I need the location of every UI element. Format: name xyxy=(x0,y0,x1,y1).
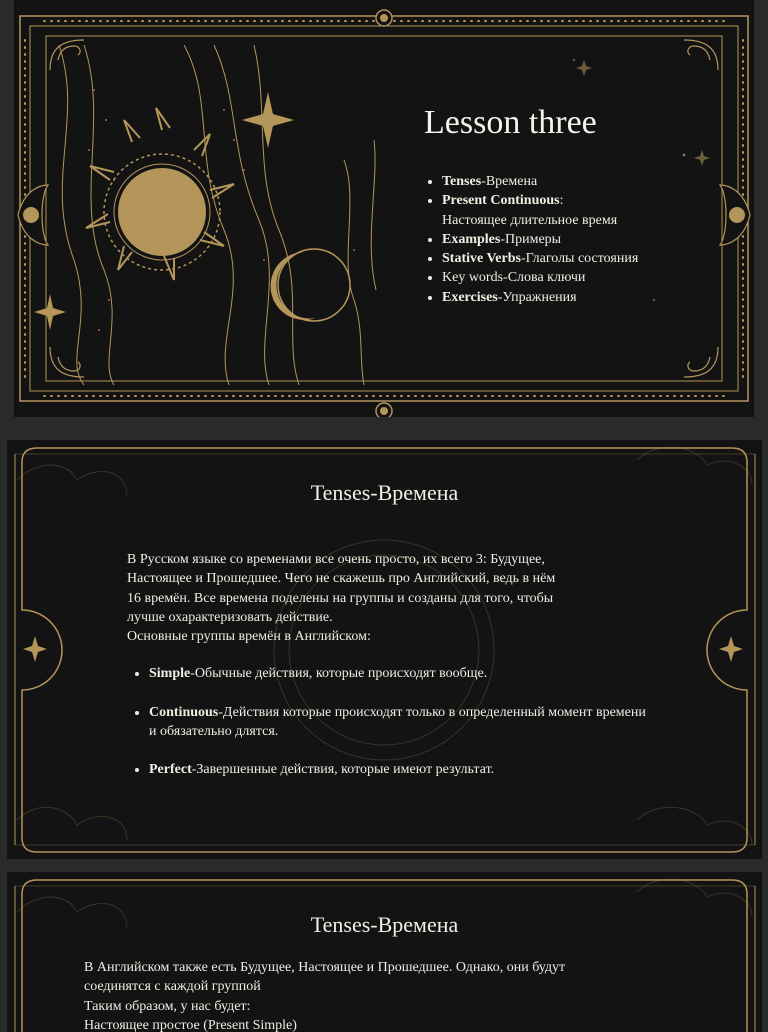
list-item: • Stative Verbs-Глаголы состояния xyxy=(442,249,754,268)
lesson-title: Lesson three xyxy=(424,104,597,141)
list-item: • Continuous-Действия которые происходят только в определенный момент времени и обязательно длятся. xyxy=(149,703,649,742)
list-item: • Exercises-Упражнения xyxy=(442,288,754,307)
eye-ornament-icon xyxy=(18,185,48,245)
crescent-moon-icon xyxy=(271,249,350,321)
slide-title: Tenses-Времена xyxy=(310,912,459,937)
slide-lesson-three xyxy=(14,0,754,417)
intro-paragraph: В Русском языке со временами все очень просто, их всего 3: Будущее, Настоящее и Прошедшее. Чего не скажешь про Английский, ведь в нём 16 времён. Все времена поделены на группы и созданы для того, чтобы лучше охарактеризовать действие. Основные группы времён в Английском: xyxy=(127,552,556,645)
list-item: • Present Continuous: Настоящее длительное время xyxy=(442,191,754,230)
star-icon xyxy=(23,636,47,662)
groups-paragraph: В Английском также есть Будущее, Настоящее и Прошедшее. Однако, они будут соединятся с каждой группой Таким образом, у нас будет: Настоящее простое (Present Simple) xyxy=(84,960,566,1032)
list-item: • Tenses-Времена xyxy=(442,172,754,191)
list-item: • Perfect-Завершенные действия, которые имеют результат. xyxy=(149,760,649,779)
star-icon xyxy=(719,636,743,662)
list-item: • Key words-Слова ключи xyxy=(442,268,754,287)
slide-title: Tenses-Времена xyxy=(310,480,459,505)
slide-tenses-intro xyxy=(7,440,762,859)
tense-groups-list xyxy=(127,664,649,799)
list-item: • Simple-Обычные действия, которые происходят вообще. xyxy=(149,664,649,683)
list-item: • Examples-Примеры xyxy=(442,230,754,249)
star-icon xyxy=(34,294,66,330)
star-icon xyxy=(242,92,294,148)
lesson-contents-list xyxy=(426,172,754,307)
slide-tenses-groups xyxy=(7,872,762,1032)
